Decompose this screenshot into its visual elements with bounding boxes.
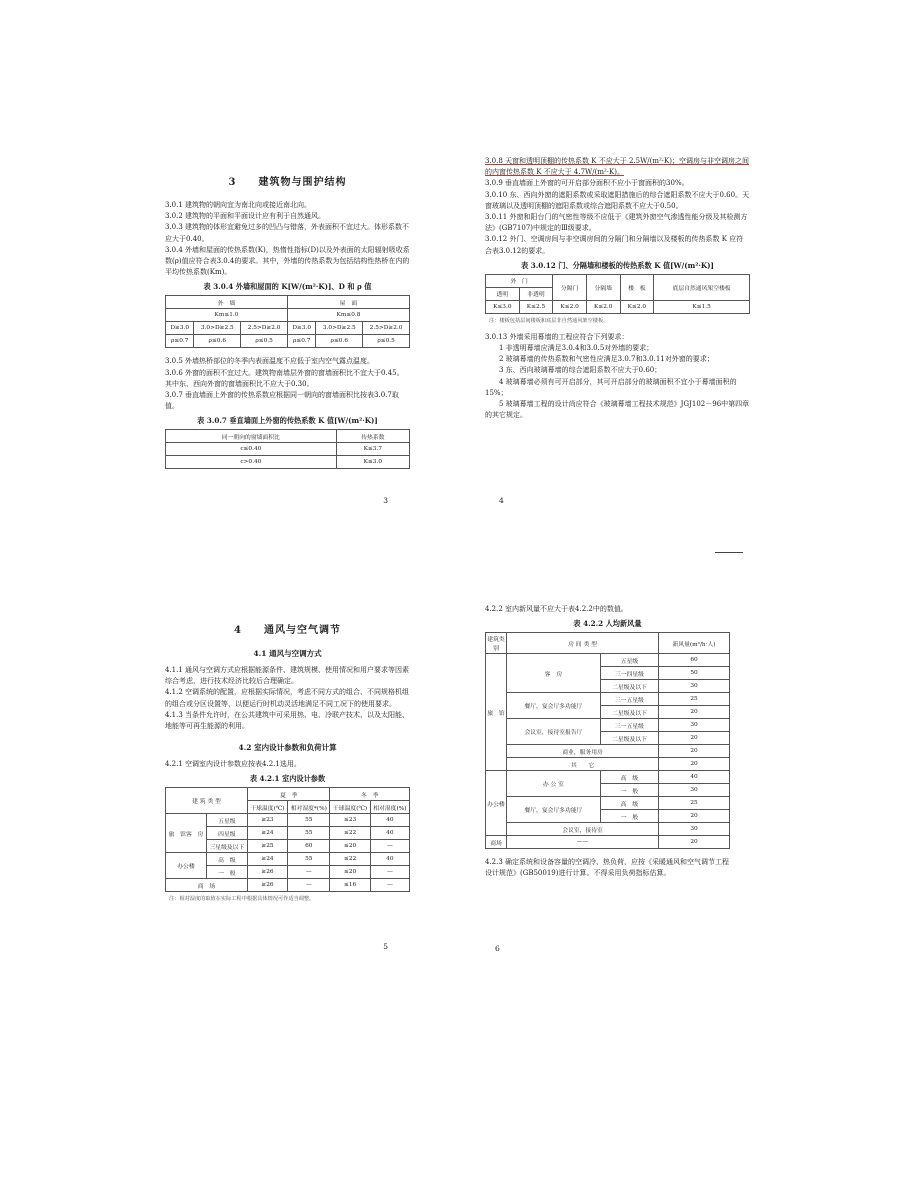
table-cell: 3.0>D≥2.5 [316, 322, 363, 335]
clause-3-0-1: 3.0.1 建筑物的朝向宜为南北向或接近南北向。 [165, 201, 312, 209]
table-cell: ≤22 [330, 827, 370, 840]
table-cell: 60 [288, 840, 330, 853]
table-cell: 50 [659, 667, 730, 680]
table-note: 注：楼板包括层间楼板和底层非自然通风架空楼板。 [489, 317, 609, 324]
table-cell: 20 [659, 810, 730, 823]
table-cell: ≥24 [247, 827, 287, 840]
table-cell: 30 [659, 784, 730, 797]
table-cell: ρ≤0.6 [316, 335, 363, 348]
table-cell: 五星级 [206, 814, 247, 827]
table-cell: D≥3.0 [166, 322, 194, 335]
table-cell: ≤22 [330, 853, 370, 866]
table-cell: 旅 馆 [486, 654, 507, 771]
table-cell: 办公楼 [166, 853, 207, 879]
table-header: 同一朝向的窗墙面积比 [166, 430, 337, 443]
table-cell: 三星级及以下 [206, 840, 247, 853]
table-cell: — [370, 879, 409, 892]
table-cell: ≤23 [330, 814, 370, 827]
clause-4-2-3: 4.2.3 确定系统和设备容量的空调冷、热负荷，应按《采暖通风和空气调节工程设计规范》(GB50019)进行计算。不得采用负荷指标估算。 [485, 858, 730, 878]
table-cell: 2.5>D≥2.0 [363, 322, 410, 335]
table-cell: ≤20 [330, 866, 370, 879]
table-cell: c≤0.40 [166, 443, 337, 456]
table-header: 屋 面 [287, 296, 409, 309]
table-cell: 40 [659, 771, 730, 784]
list-item: 2 玻璃幕墙的传热系数和气密性应满足3.0.7和3.0.11对外窗的要求； [499, 355, 714, 364]
table-cell: ≥26 [247, 866, 287, 879]
table-header: 外 墙 [166, 296, 288, 309]
table-cell: 30 [659, 823, 730, 836]
table-cell: 30 [659, 680, 730, 693]
page-number: 4 [499, 496, 504, 505]
page-number: 3 [383, 496, 388, 505]
chapter-heading: 3 建筑物与围护结构 [228, 177, 347, 188]
table-cell: — [288, 879, 330, 892]
clause-3-0-2: 3.0.2 建筑物的平面和平面设计应有利于自然通风。 [165, 212, 326, 221]
table-3-0-4 [165, 295, 410, 348]
table-cell: ≥26 [247, 879, 287, 892]
table-cell: 商场 [486, 836, 507, 849]
table-cell: 餐厅，宴会厅多功能厅 [507, 693, 601, 719]
table-header: 建筑类别 [486, 633, 507, 654]
table-caption: 表 3.0.12 门、分隔墙和楼板的传热系数 K 值[W/(m²·K)] [521, 260, 714, 270]
table-3-0-7 [165, 429, 410, 469]
table-cell: c>0.40 [166, 456, 337, 469]
table-cell: ρ≤0.7 [166, 335, 194, 348]
table-header: 冬 季 [330, 788, 410, 801]
clause-4-1-3: 4.1.3 当条件允许时，在公共建筑中可采用热、电、冷联产技术、以及太阳能、地能等可再生能源的利用。 [165, 710, 410, 731]
table-cell: 55 [288, 814, 330, 827]
list-item: 5 玻璃幕墙工程的设计尚应符合《玻璃幕墙工程技术规范》JGJ102－96中第四章的其它规定。 [485, 400, 750, 420]
table-cell: 会议室，接待室 [507, 823, 659, 836]
table-cell: 二星级及以下 [600, 680, 658, 693]
clause-3-0-12: 3.0.12 外门、空调房间与非空调房间的分隔门和分隔墙以及楼板的传热系数 K 应符合表3.0.12的要求。 [485, 235, 744, 255]
table-header: 外 门 [486, 274, 553, 287]
table-cell: ≥23 [247, 814, 287, 827]
table-cell: ρ≤0.5 [241, 335, 288, 348]
table-header: 传热系数 [336, 430, 409, 443]
table-cell: 商业，服务用房 [507, 745, 659, 758]
table-cell: Km≤1.0 [166, 309, 288, 322]
table-header: 建 筑 类 型 [166, 788, 248, 814]
table-cell: 30 [659, 719, 730, 732]
table-header: 分隔门 [553, 274, 587, 300]
table-cell: 三一五星级 [600, 719, 658, 732]
table-cell: 其 它 [507, 758, 659, 771]
table-cell: 20 [659, 706, 730, 719]
table-cell: 办公楼 [486, 771, 507, 836]
table-cell: K≤2.0 [553, 300, 587, 313]
table-4-2-1 [165, 787, 410, 892]
table-cell: 办 公 室 [507, 771, 601, 797]
table-cell: ≥25 [247, 840, 287, 853]
table-cell: 会议室，接待室报告厅 [507, 719, 601, 745]
table-cell: ≤20 [330, 840, 370, 853]
clause-3-0-11: 3.0.11 外窗和阳台门的气密性等级不应低于《建筑外窗空气渗透性能分级及其检测方法》(GB7107)中规定的Ⅲ级要求。 [485, 213, 748, 233]
table-cell: 二星级及以下 [600, 732, 658, 745]
clause-4-1-2: 4.1.2 空调系统的配置，应根据实际情况，考虑不同方式的组合、不同规格机组的组合或分区设置等，以便运行时机动灵活地满足不同工况下的使用要求。 [165, 688, 410, 708]
page-3 [165, 150, 410, 510]
table-cell: K≤3.0 [486, 300, 520, 313]
table-cell: 高 级 [600, 771, 658, 784]
clause-4-2-1: 4.2.1 空调室内设计参数应按表4.2.1选用。 [165, 760, 301, 769]
table-cell: D≥3.0 [287, 322, 315, 335]
table-cell: — [370, 866, 409, 879]
table-cell: ρ≤0.7 [287, 335, 315, 348]
table-cell: K≤2.0 [620, 300, 654, 313]
table-cell: K≤2.0 [586, 300, 620, 313]
table-cell: 40 [370, 814, 409, 827]
table-cell: 20 [659, 758, 730, 771]
table-header: 干球温度(℃) [247, 801, 287, 814]
table-cell: 一 般 [600, 810, 658, 823]
table-cell: 55 [288, 853, 330, 866]
table-header: 非透明 [519, 287, 553, 300]
clause-3-0-6: 3.0.6 外窗的面积不宜过大。建筑物南墙层外窗的窗墙面积比不宜大于0.45。其中东、西向外窗的窗墙面积比不应大于0.30。 [165, 368, 404, 388]
table-cell: 40 [370, 827, 409, 840]
table-cell: 55 [288, 827, 330, 840]
table-cell: 商 场 [166, 879, 248, 892]
table-caption: 表 3.0.4 外墙和屋面的 K[W/(m²·K)]、D 和 ρ 值 [203, 282, 372, 292]
table-cell: 25 [659, 797, 730, 810]
table-cell: 40 [370, 853, 409, 866]
page-number: 6 [495, 944, 500, 953]
table-cell: 三一五星级 [600, 693, 658, 706]
page-number: 5 [383, 942, 388, 951]
table-cell: 五星级 [600, 654, 658, 667]
table-cell: ρ≤0.6 [194, 335, 241, 348]
table-cell: — [288, 866, 330, 879]
table-header: 楼 板 [620, 274, 654, 300]
table-cell: 一 般 [600, 784, 658, 797]
underlined-text: 3.0.8 天窗和透明顶棚的传热系数 K 不应大于 2.5W/(m²·K)； [485, 157, 679, 165]
table-cell: —— [507, 836, 659, 849]
table-cell: K≤2.5 [519, 300, 553, 313]
clause-3-0-3: 3.0.3 建筑物的体形宜避免过多的凹凸与错落，外表面积不宜过大。体形系数不应大于0.40。 [165, 223, 410, 243]
section-heading: 4.1 通风与空调方式 [253, 649, 322, 658]
table-header: 相对湿度(%) [370, 801, 409, 814]
table-cell: 20 [659, 836, 730, 849]
clause-3-0-7: 3.0.7 垂直墙面上外窗的传热系数应根据同一朝向的窗墙面积比按表3.0.7取值。 [165, 391, 399, 411]
table-note: 注：相对湿度的取值在实际工程中根据具体情况可作适当调整。 [169, 896, 315, 903]
table-cell: 25 [659, 693, 730, 706]
underlined-text: 空调房与非空调房之间的内窗传热系数 K 不应大于 4.7W/(m²·K)。 [485, 157, 749, 177]
table-header: 新风量(m³/h·人) [659, 633, 730, 654]
table-cell: ρ≤0.5 [363, 335, 410, 348]
table-cell: 旅 馆客 房 [166, 814, 207, 853]
table-header: 分隔墙 [586, 274, 620, 300]
table-cell: Km≤0.8 [287, 309, 409, 322]
chapter-heading: 4 通风与空气调节 [234, 625, 341, 636]
table-3-0-12 [485, 274, 750, 314]
clause-3-0-10: 3.0.10 东、西向外窗的遮阳系数或采取遮阳措施后的综合遮阳系数不应大于0.60。天窗玻璃以及透明顶棚的遮阳系数或综合遮阳系数不应大于0.50。 [485, 190, 750, 210]
clause-3-0-5: 3.0.5 外墙热桥部位的冬季内表面温度不应低于室内空气露点温度。 [165, 357, 375, 366]
clause-3-0-13: 3.0.13 外墙采用幕墙的工程应符合下列要求： [485, 332, 629, 341]
table-cell: 60 [659, 654, 730, 667]
table-cell: 二星级及以下 [600, 706, 658, 719]
list-item: 4 玻璃幕墙必须有可开启部分，其可开启部分的玻璃面积不宜小于幕墙面积的15%； [485, 377, 737, 397]
list-item: 1 非透明幕墙应满足3.0.4和3.0.5对外墙的要求； [499, 344, 654, 353]
table-cell: 高 级 [206, 853, 247, 866]
table-cell: 三一四星级 [600, 667, 658, 680]
table-cell: 2.5>D≥2.0 [241, 322, 288, 335]
clause-4-1-1: 4.1.1 通风与空调方式应根据能源条件、建筑规模、使用情况和用户要求等因素综合考虑，进行技术经济比较后合理确定。 [165, 666, 410, 686]
list-item: 3 东、西向玻璃幕墙的综合遮阳系数不应大于0.60； [499, 366, 662, 375]
clause-3-0-4: 3.0.4 外墙和屋面的传热系数(K)，热惰性指标(D)以及外表面的太阳辐射吸收系数(ρ)值应符合表3.0.4的要求。其中，外墙的传热系数为包括结构性热桥在内的平均传热系数(Km)。 [165, 245, 410, 277]
table-cell: 餐厅，宴会厅多功能厅 [507, 797, 601, 823]
table-caption: 表 4.2.1 室内设计参数 [249, 774, 326, 784]
table-cell: 四星级 [206, 827, 247, 840]
table-header: 干球温度(℃) [330, 801, 370, 814]
table-cell: 高 级 [600, 797, 658, 810]
section-heading: 4.2 室内设计参数和负荷计算 [238, 743, 337, 753]
table-caption: 表 4.2.2 人均新风量 [573, 619, 642, 629]
table-cell: ≤16 [330, 879, 370, 892]
table-cell: 20 [659, 745, 730, 758]
table-cell: 3.0>D≥2.5 [194, 322, 241, 335]
table-caption: 表 3.0.7 垂直墙面上外窗的传热系数 K 值[W/(m²·K)] [197, 416, 378, 426]
clause-3-0-8 [485, 156, 750, 178]
table-cell: K≤1.5 [654, 300, 750, 313]
table-cell: K≤3.0 [336, 456, 409, 469]
table-header: 夏 季 [247, 788, 330, 801]
page-5 [165, 598, 410, 958]
table-cell: ≥24 [247, 853, 287, 866]
page-4 [485, 150, 750, 560]
table-cell: — [370, 840, 409, 853]
table-cell: 20 [659, 732, 730, 745]
clause-4-2-2: 4.2.2 室内新风量不应大于表4.2.2中的数值。 [485, 605, 628, 613]
divider [715, 552, 743, 553]
table-cell: 一 般 [206, 866, 247, 879]
table-header: 底层自然通风架空楼板 [654, 274, 750, 300]
table-cell: K≤3.7 [336, 443, 409, 456]
table-header: 透明 [486, 287, 520, 300]
clause-3-0-9: 3.0.9 垂直墙面上外窗的可开启部分面积不应小于窗面积的30%。 [485, 179, 689, 188]
table-header: 相对湿度*(%) [288, 801, 330, 814]
table-header: 房 间 类 型 [507, 633, 659, 654]
page-6 [485, 598, 730, 958]
table-4-2-2 [485, 632, 730, 849]
table-cell: 客 房 [507, 654, 601, 693]
